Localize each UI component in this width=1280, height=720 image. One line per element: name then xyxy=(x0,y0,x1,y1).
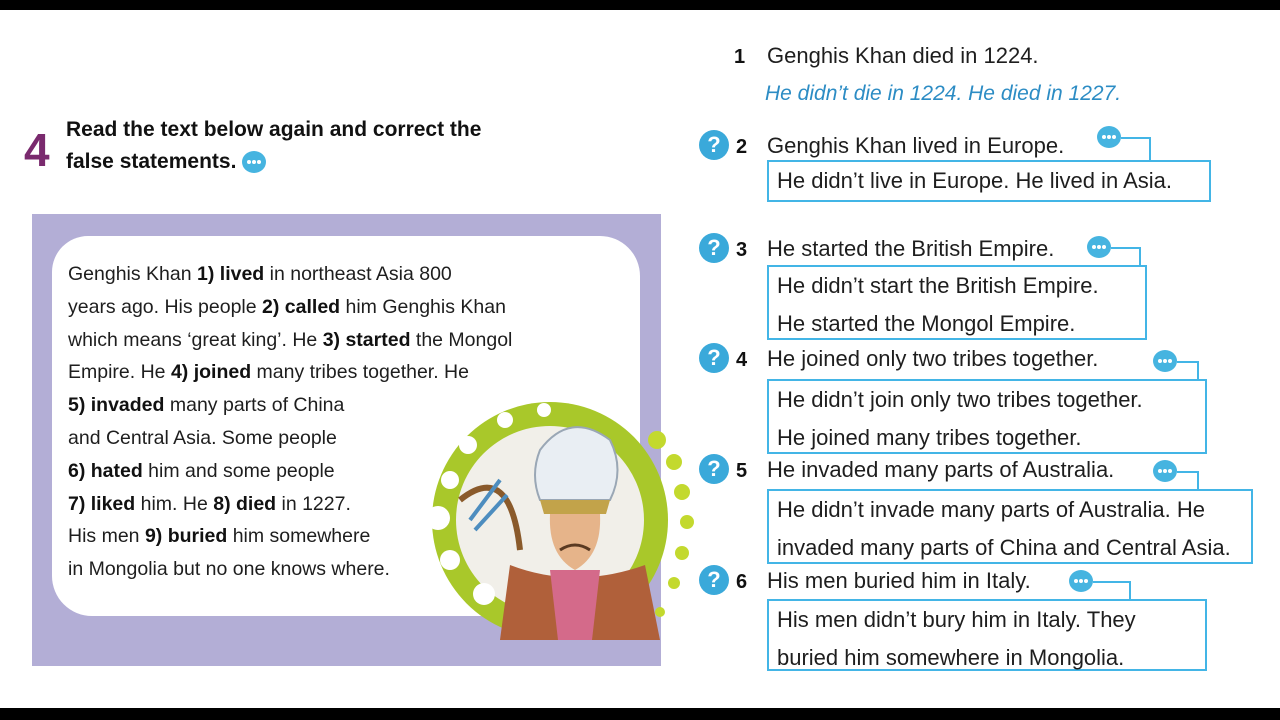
answer-line: invaded many parts of China and Central Asia. xyxy=(777,535,1231,560)
answer-box[interactable] xyxy=(767,379,1207,454)
story-verb: 8) died xyxy=(213,492,277,515)
item-statement: He invaded many parts of Australia. xyxy=(767,457,1115,482)
answer-line: He didn’t live in Europe. He lived in Asia. xyxy=(777,168,1172,193)
item-number: 5 xyxy=(736,460,748,482)
answer-line: He didn’t invade many parts of Australia. He xyxy=(777,497,1206,522)
story-segment: Genghis Khan xyxy=(68,263,198,285)
story-segment: in 1227. xyxy=(276,492,351,515)
item-statement: His men buried him in Italy. xyxy=(767,568,1031,593)
example-answer: He didn’t die in 1224. He died in 1227. xyxy=(765,82,1122,105)
story-segment: which means ‘great king’. He xyxy=(68,328,323,351)
speech-dots-icon[interactable] xyxy=(1153,460,1177,482)
story-verb: 5) invaded xyxy=(68,394,165,417)
answer-line: buried him somewhere in Mongolia. xyxy=(777,645,1125,670)
question-icon[interactable]: ? xyxy=(699,233,729,263)
answer-line: He didn’t join only two tribes together. xyxy=(777,387,1143,412)
textbook-page xyxy=(0,10,1280,708)
item-number: 6 xyxy=(736,571,748,593)
question-icon[interactable]: ? xyxy=(699,130,729,160)
item-number: 4 xyxy=(736,349,748,371)
speech-dots-icon[interactable] xyxy=(1069,570,1093,592)
answers-column xyxy=(0,10,1280,708)
story-verb: 2) called xyxy=(262,295,341,318)
item-number: 2 xyxy=(736,136,748,158)
story-segment: many parts of China xyxy=(164,394,345,417)
story-verb: 7) liked xyxy=(68,492,136,515)
answer-box[interactable] xyxy=(767,160,1211,202)
item-number: 3 xyxy=(736,239,748,261)
story-segment: years ago. His people xyxy=(68,295,263,318)
story-verb: 9) buried xyxy=(144,525,228,548)
answer-box[interactable] xyxy=(767,265,1147,340)
story-verb: 6) hated xyxy=(68,459,143,482)
answer-box[interactable] xyxy=(767,489,1253,564)
story-segment: and Central Asia. Some people xyxy=(68,426,337,449)
question-icon[interactable]: ? xyxy=(699,454,729,484)
answer-line: His men didn’t bury him in Italy. They xyxy=(777,607,1136,632)
speech-dots-icon[interactable] xyxy=(1153,350,1177,372)
speech-dots-icon[interactable] xyxy=(1087,236,1111,258)
story-segment: many tribes together. He xyxy=(251,361,469,384)
story-segment: him somewhere xyxy=(227,525,371,548)
story-segment: in Mongolia but no one knows where. xyxy=(68,558,390,581)
instruction-text: Read the text below again and correct the false statements. xyxy=(66,118,482,173)
connector-line xyxy=(1111,247,1141,267)
connector-line xyxy=(1177,471,1199,491)
connector-line xyxy=(1093,581,1131,601)
answer-line: He joined many tribes together. xyxy=(777,425,1082,450)
exercise-number: 4 xyxy=(24,124,50,176)
answer-line: He didn’t start the British Empire. xyxy=(777,273,1099,298)
story-segment: him. He xyxy=(135,492,214,515)
item-statement: Genghis Khan died in 1224. xyxy=(767,43,1039,68)
item-number: 1 xyxy=(734,46,746,68)
connector-line xyxy=(1177,361,1199,381)
connector-line xyxy=(1121,137,1151,162)
story-verb: 3) started xyxy=(322,328,411,351)
item-statement: He joined only two tribes together. xyxy=(767,346,1099,371)
story-segment: His men xyxy=(68,525,145,548)
story-verb: 1) lived xyxy=(197,263,265,285)
story-segment: him Genghis Khan xyxy=(340,295,506,318)
item-statement: He started the British Empire. xyxy=(767,236,1055,261)
story-segment: him and some people xyxy=(142,459,335,482)
story-verb: 4) joined xyxy=(170,361,252,384)
speech-dots-icon[interactable] xyxy=(1097,126,1121,148)
story-segment: in northeast Asia 800 xyxy=(264,263,452,285)
story-segment: Empire. He xyxy=(68,361,171,384)
question-icon[interactable]: ? xyxy=(699,343,729,373)
story-segment: the Mongol xyxy=(410,328,513,351)
answer-box[interactable] xyxy=(767,599,1207,671)
question-icon[interactable]: ? xyxy=(699,565,729,595)
answer-line: He started the Mongol Empire. xyxy=(777,311,1076,336)
item-statement: Genghis Khan lived in Europe. xyxy=(767,133,1065,158)
